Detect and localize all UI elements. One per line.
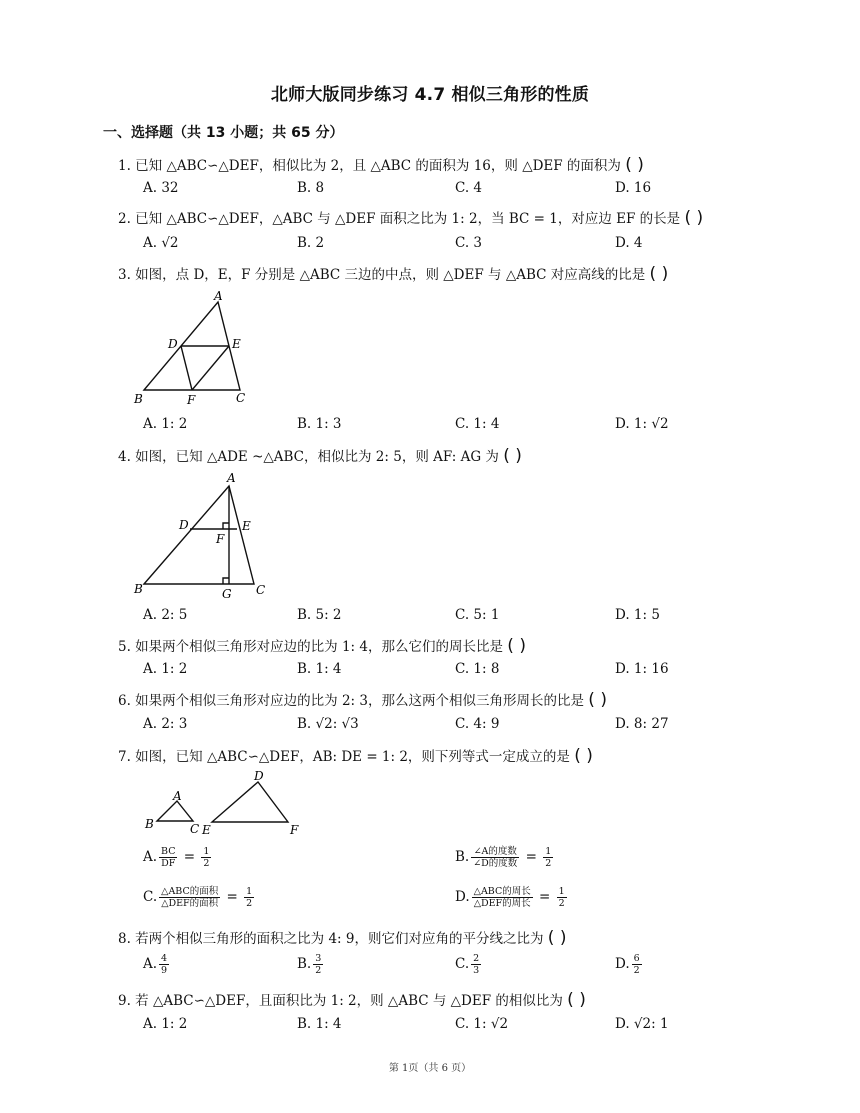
option-c: C. 5: 1 — [455, 607, 500, 623]
option-b: B. 1: 4 — [297, 1016, 342, 1032]
question-1-stem: 1. 已知 △ABC∽△DEF，相似比为 2，且 △ABC 的面积为 16，则 △DEF 的面积为 — [118, 158, 621, 174]
answer-blank: ( ) — [567, 990, 586, 1010]
option-c: C. 4 — [455, 180, 483, 196]
option-a: A. 32 — [143, 180, 179, 196]
label-c: C — [236, 391, 246, 405]
option-c: C. 1: 4 — [455, 416, 500, 432]
option-c: C. 3 — [455, 235, 483, 251]
answer-blank: ( ) — [507, 636, 526, 656]
option-b: B. 1: 3 — [297, 416, 342, 432]
page-title: 北师大版同步练习 4.7 相似三角形的性质 — [270, 85, 590, 105]
question-1 — [118, 154, 644, 175]
option-b: B. 1: 4 — [297, 661, 342, 677]
option-d: D. $\frac{6}{2}$ — [615, 953, 640, 976]
question-6 — [118, 689, 607, 710]
label-f: F — [290, 823, 299, 837]
answer-blank: ( ) — [574, 746, 593, 766]
option-b: B. 8 — [297, 180, 325, 196]
option-d: D. 1: 16 — [615, 661, 669, 677]
page-footer: 第 1页（共 6 页） — [388, 1063, 472, 1074]
option-d: D. 1: √2 — [615, 416, 669, 432]
label-c: C — [190, 822, 200, 836]
label-a: A — [214, 289, 223, 303]
label-d: D — [254, 769, 264, 783]
figure-q3-triangle — [130, 288, 260, 408]
question-4 — [118, 445, 522, 466]
answer-blank: ( ) — [588, 690, 607, 710]
option-b: B. $\frac{\text{∠A的度数}}{\text{∠D的度数}}$ = $\frac{1}{2}$ — [455, 846, 552, 869]
label-d: D — [179, 518, 189, 532]
answer-blank: ( ) — [547, 928, 567, 948]
option-b: B. √2: √3 — [297, 716, 359, 732]
option-a: A. 1: 2 — [143, 661, 188, 677]
question-9-stem: 9. 若 △ABC∽△DEF，且面积比为 1: 2，则 △ABC 与 △DEF 的相似比为 — [118, 993, 563, 1009]
label-e: E — [242, 519, 251, 533]
question-4-stem: 4. 如图，已知 △ADE ~△ABC，相似比为 2: 5，则 AF: AG 为 — [118, 449, 499, 465]
answer-blank: ( ) — [684, 208, 704, 228]
option-b: B. 5: 2 — [297, 607, 342, 623]
label-a: A — [227, 471, 236, 485]
question-9 — [118, 989, 586, 1010]
question-3 — [118, 263, 668, 284]
answer-blank: ( ) — [649, 264, 669, 284]
label-e: E — [232, 337, 241, 351]
question-2-stem: 2. 已知 △ABC∽△DEF，△ABC 与 △DEF 面积之比为 1: 2，当 BC = 1，对应边 EF 的长是 — [118, 211, 681, 227]
question-7-stem: 7. 如图，已知 △ABC∽△DEF，AB: DE = 1: 2，则下列等式一定成立的是 — [118, 749, 570, 765]
label-e: E — [202, 823, 211, 837]
question-3-stem: 3. 如图，点 D，E，F 分别是 △ABC 三边的中点，则 △DEF 与 △ABC 对应高线的比是 — [118, 267, 646, 283]
label-f: F — [187, 393, 196, 407]
question-8-stem: 8. 若两个相似三角形的面积之比为 4: 9，则它们对应角的平分线之比为 — [118, 931, 544, 947]
question-5-stem: 5. 如果两个相似三角形对应边的比为 1: 4，那么它们的周长比是 — [118, 639, 503, 655]
section-heading: 一、选择题（共 13 小题；共 65 分） — [103, 125, 344, 141]
label-a: A — [173, 789, 182, 803]
label-c: C — [256, 583, 266, 597]
option-d: D. $\frac{\text{△ABC的周长}}{\text{△DEF的周长}}$ = $\frac{1}{2}$ — [455, 886, 565, 909]
question-8 — [118, 927, 566, 948]
option-c: C. 1: √2 — [455, 1016, 509, 1032]
question-7 — [118, 745, 593, 766]
option-d: D. 1: 5 — [615, 607, 660, 623]
question-2 — [118, 207, 703, 228]
label-f: F — [216, 532, 225, 546]
label-b: B — [134, 582, 143, 596]
option-d: D. 4 — [615, 235, 643, 251]
option-b: B. $\frac{3}{2}$ — [297, 953, 322, 976]
option-b: B. 2 — [297, 235, 325, 251]
option-d: D. √2: 1 — [615, 1016, 669, 1032]
option-a: A. 1: 2 — [143, 1016, 188, 1032]
label-d: D — [168, 337, 178, 351]
answer-blank: ( ) — [625, 155, 644, 175]
answer-blank: ( ) — [503, 446, 522, 466]
option-d: D. 8: 27 — [615, 716, 669, 732]
option-c: C. 1: 8 — [455, 661, 500, 677]
option-a: A. 2: 5 — [143, 607, 188, 623]
option-d: D. 16 — [615, 180, 652, 196]
option-a: A. √2 — [143, 235, 179, 251]
question-6-stem: 6. 如果两个相似三角形对应边的比为 2: 3，那么这两个相似三角形周长的比是 — [118, 693, 584, 709]
question-5 — [118, 635, 526, 656]
option-c: C. $\frac{\text{△ABC的面积}}{\text{△DEF的面积}}$ = $\frac{1}{2}$ — [143, 886, 253, 909]
option-a: A. 2: 3 — [143, 716, 188, 732]
figure-q4-triangle — [130, 470, 275, 600]
figure-q7-triangles — [140, 768, 310, 838]
label-g: G — [222, 587, 232, 600]
option-a: A. $\frac{4}{9}$ — [143, 953, 168, 976]
option-c: C. $\frac{2}{3}$ — [455, 953, 480, 976]
option-a: A. 1: 2 — [143, 416, 188, 432]
label-b: B — [145, 817, 154, 831]
option-a: A. $\frac{BC}{DF}$ = $\frac{1}{2}$ — [143, 846, 210, 869]
option-c: C. 4: 9 — [455, 716, 500, 732]
label-b: B — [134, 392, 143, 406]
